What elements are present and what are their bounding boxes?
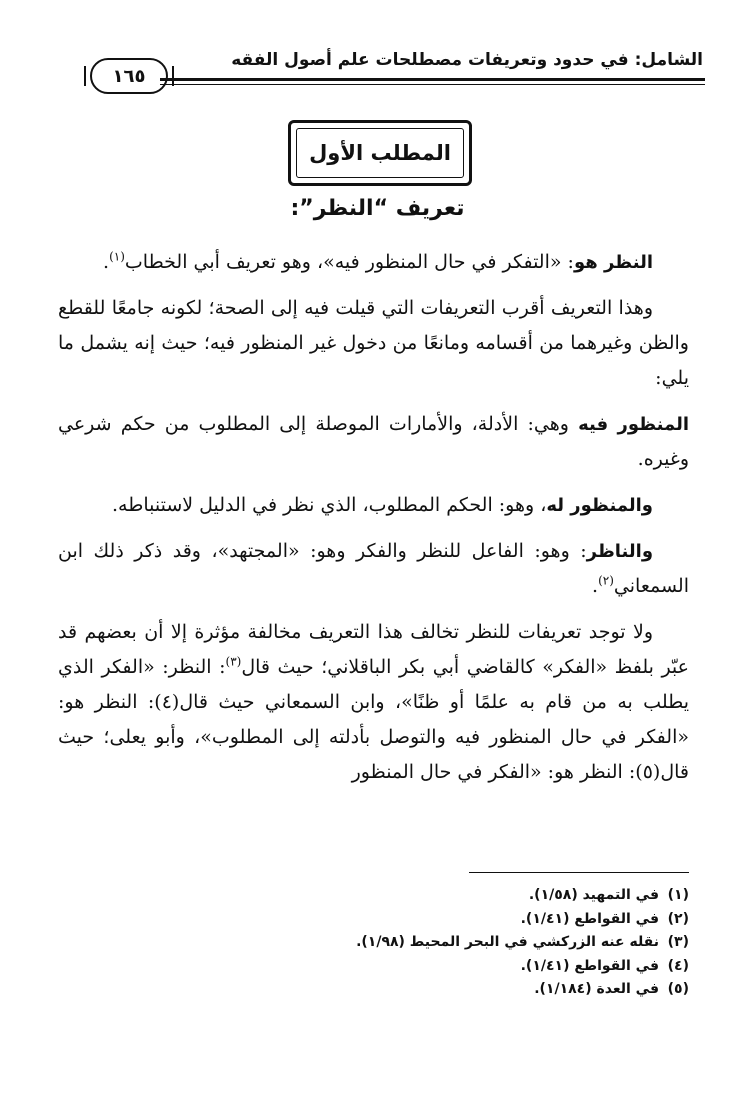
footnote-ref[interactable]: (٣) xyxy=(225,654,242,669)
running-header-title: الشامل: في حدود وتعريفات مصطلحات علم أصول الفقه xyxy=(231,50,703,70)
paragraph xyxy=(58,291,689,396)
footnote-separator xyxy=(469,872,689,873)
footnote xyxy=(58,931,689,955)
paragraph-lead: النظر هو xyxy=(573,252,653,273)
footnote-text: في التمهيد (١/٥٨). xyxy=(528,887,659,903)
paragraph-tail: . xyxy=(103,251,110,273)
page-number: ١٦٥ xyxy=(90,58,168,94)
paragraph-text: وهي: الأدلة، والأمارات الموصلة إلى المطلوب من حكم شرعي وغيره. xyxy=(58,413,689,470)
footnote xyxy=(58,978,689,1002)
footnote-number: (٣) xyxy=(667,934,689,950)
section-title: المطلب الأول xyxy=(296,128,464,178)
body-text xyxy=(58,245,689,801)
paragraph xyxy=(58,615,689,790)
header-rule-thin xyxy=(160,84,705,85)
paragraph-tail: : النظر: «الفكر الذي يطلب به من قام به علمًا أو ظنًا»، وابن السمعاني حيث قال(٤): النظر هو: «الفكر في حال المنظور فيه والتوصل بأدلته إلى المطلوب»، وأبو يعلى؛ حيث قال(٥): النظر هو: «الفكر في حال المنظور xyxy=(58,656,690,783)
paragraph-lead: والناظر xyxy=(586,541,654,562)
paragraph-text: ، وهو: الحكم المطلوب، الذي نظر في الدليل لاستنباطه. xyxy=(112,494,547,516)
paragraph-text: : وهو: الفاعل للنظر والفكر وهو: «المجتهد»، وقد ذكر ذلك ابن السمعاني xyxy=(58,540,689,597)
paragraph-text: وهذا التعريف أقرب التعريفات التي قيلت فيه إلى الصحة؛ لكونه جامعًا للقطع والظن وغيرهما من أقسامه ومانعًا من دخول غير المنظور فيه؛ حيث إنه يشمل ما يلي: xyxy=(58,297,689,389)
footnote xyxy=(58,884,689,908)
footnote xyxy=(58,908,689,932)
paragraph-text: ولا توجد تعريفات للنظر تخالف هذا التعريف مخالفة مؤثرة إلا أن بعضهم قد عبّر بلفظ «الفكر» كالقاضي أبي بكر الباقلاني؛ حيث قال xyxy=(58,621,689,678)
paragraph-lead: والمنظور له xyxy=(546,495,653,516)
header-rule-thick xyxy=(160,78,705,81)
footnote-ref[interactable]: (١) xyxy=(109,249,125,264)
paragraph-text: : «التفكر في حال المنظور فيه»، وهو تعريف أبي الخطاب xyxy=(124,251,574,273)
footnote-text: نقله عنه الزركشي في البحر المحيط (١/٩٨). xyxy=(356,934,659,950)
paragraph-tail: . xyxy=(592,575,599,597)
section-title-box xyxy=(288,120,472,186)
paragraph xyxy=(58,534,689,604)
footnote-number: (٢) xyxy=(667,910,689,927)
footnote xyxy=(58,955,689,979)
footnote-text: في العدة (١/١٨٤). xyxy=(534,981,659,997)
footnote-ref[interactable]: (٢) xyxy=(598,573,614,588)
definition-heading: تعريف “النظر”: xyxy=(290,196,465,221)
footnote-number: (٤) xyxy=(667,957,689,974)
paragraph xyxy=(58,407,689,477)
footnote-number: (١) xyxy=(667,887,689,903)
paragraph xyxy=(58,245,689,280)
paragraph-lead: المنظور فيه xyxy=(578,414,690,435)
footnote-text: في القواطع (١/٤١). xyxy=(520,957,659,974)
footnote-text: في القواطع (١/٤١). xyxy=(520,910,659,927)
footnotes xyxy=(58,884,689,1002)
footnote-number: (٥) xyxy=(667,981,689,997)
paragraph xyxy=(58,488,689,523)
